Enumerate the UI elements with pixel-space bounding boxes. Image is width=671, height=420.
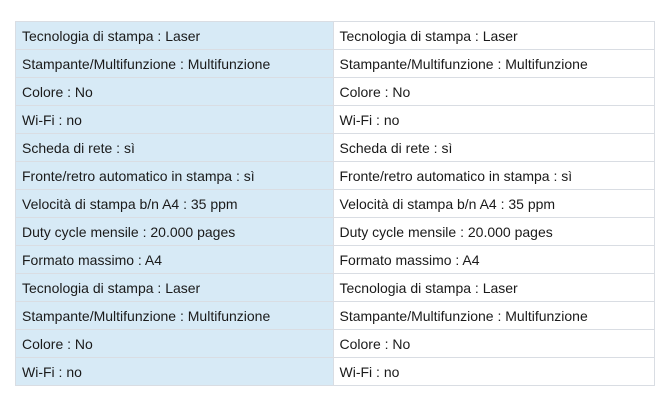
spec-comparison-table (15, 21, 655, 386)
spec-cell-left: Tecnologia di stampa : Laser (16, 22, 334, 50)
table-row (16, 330, 655, 358)
table-row (16, 134, 655, 162)
spec-cell-right: Tecnologia di stampa : Laser (333, 22, 655, 50)
spec-cell-right: Velocità di stampa b/n A4 : 35 ppm (333, 190, 655, 218)
spec-cell-right: Colore : No (333, 330, 655, 358)
table-row (16, 22, 655, 50)
table-row (16, 358, 655, 386)
spec-cell-right: Tecnologia di stampa : Laser (333, 274, 655, 302)
table-row (16, 246, 655, 274)
spec-cell-right: Formato massimo : A4 (333, 246, 655, 274)
table-row (16, 50, 655, 78)
spec-cell-right: Scheda di rete : sì (333, 134, 655, 162)
table-row (16, 302, 655, 330)
spec-cell-right: Wi-Fi : no (333, 106, 655, 134)
spec-cell-left: Formato massimo : A4 (16, 246, 334, 274)
spec-cell-right: Fronte/retro automatico in stampa : sì (333, 162, 655, 190)
spec-cell-left: Duty cycle mensile : 20.000 pages (16, 218, 334, 246)
table-row (16, 162, 655, 190)
spec-table-body (16, 22, 655, 386)
table-row (16, 274, 655, 302)
spec-cell-right: Stampante/Multifunzione : Multifunzione (333, 302, 655, 330)
spec-cell-left: Colore : No (16, 78, 334, 106)
spec-cell-left: Wi-Fi : no (16, 106, 334, 134)
table-row (16, 106, 655, 134)
spec-cell-left: Stampante/Multifunzione : Multifunzione (16, 302, 334, 330)
spec-cell-left: Stampante/Multifunzione : Multifunzione (16, 50, 334, 78)
spec-cell-left: Tecnologia di stampa : Laser (16, 274, 334, 302)
spec-cell-left: Scheda di rete : sì (16, 134, 334, 162)
table-row (16, 190, 655, 218)
spec-cell-left: Fronte/retro automatico in stampa : sì (16, 162, 334, 190)
spec-cell-left: Velocità di stampa b/n A4 : 35 ppm (16, 190, 334, 218)
table-row (16, 78, 655, 106)
spec-cell-left: Wi-Fi : no (16, 358, 334, 386)
spec-cell-right: Colore : No (333, 78, 655, 106)
spec-cell-left: Colore : No (16, 330, 334, 358)
spec-cell-right: Duty cycle mensile : 20.000 pages (333, 218, 655, 246)
table-row (16, 218, 655, 246)
spec-cell-right: Wi-Fi : no (333, 358, 655, 386)
spec-cell-right: Stampante/Multifunzione : Multifunzione (333, 50, 655, 78)
